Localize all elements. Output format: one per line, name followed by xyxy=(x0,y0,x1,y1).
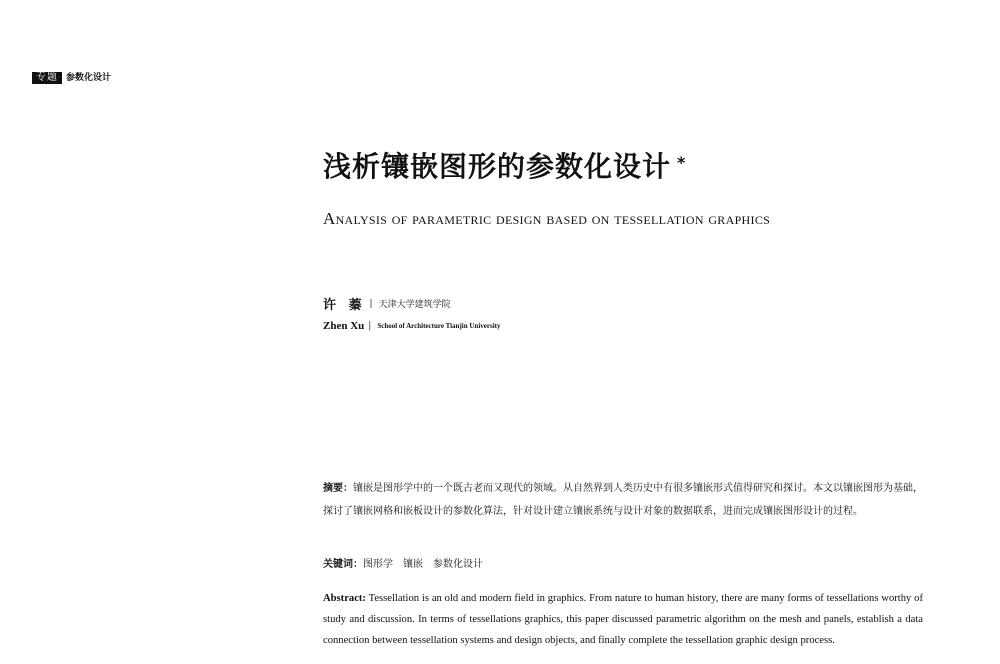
affiliation-en: School of Architecture Tianjin University xyxy=(377,322,501,330)
author-line-en xyxy=(323,320,500,332)
abstract-en-label: Abstract: xyxy=(323,593,366,604)
abstract-cn-label: 摘要： xyxy=(323,483,353,494)
running-header xyxy=(32,72,111,84)
abstract-en-text: Tessellation is an old and modern field in graphics. From nature to human history, there are many forms of tessellations worthy of study and discussion. In terms of tessellations graphics, this paper discussed parametric algorithm on the mesh and panels, establish a data connection between tessellation systems and design objects, and finally complete the tessellation graphic design process. xyxy=(323,593,923,646)
section-name: 参数化设计 xyxy=(66,73,112,83)
author-name-en: Zhen Xu xyxy=(323,320,365,332)
footnote-mark: * xyxy=(677,153,687,172)
abstract-cn-text: 镶嵌是图形学中的一个既古老而又现代的领域。从自然界到人类历史中有很多镶嵌形式值得研究和探讨。本文以镶嵌图形为基础，探讨了镶嵌网格和嵌板设计的参数化算法，针对设计建立镶嵌系统与设计对象的数据联系，进而完成镶嵌图形设计的过程。 xyxy=(323,483,923,517)
paper-title-en: Analysis of parametric design based on tessellation graphics xyxy=(323,209,771,228)
keywords-label: 关键词： xyxy=(323,559,363,570)
affiliation-cn: 天津大学建筑学院 xyxy=(378,300,451,310)
author-name-cn: 许 蓁 xyxy=(323,298,366,313)
column-tag: 专题 xyxy=(32,72,62,84)
separator: | xyxy=(369,298,373,309)
keywords xyxy=(323,555,483,570)
keywords-text: 图形学 镶嵌 参数化设计 xyxy=(363,559,483,570)
paper-title-cn xyxy=(323,147,686,187)
title-cn-text: 浅析镶嵌图形的参数化设计 xyxy=(323,150,672,183)
abstract-en xyxy=(323,588,923,651)
separator: | xyxy=(368,321,372,331)
author-line-cn xyxy=(323,294,451,313)
abstract-cn xyxy=(323,477,923,523)
